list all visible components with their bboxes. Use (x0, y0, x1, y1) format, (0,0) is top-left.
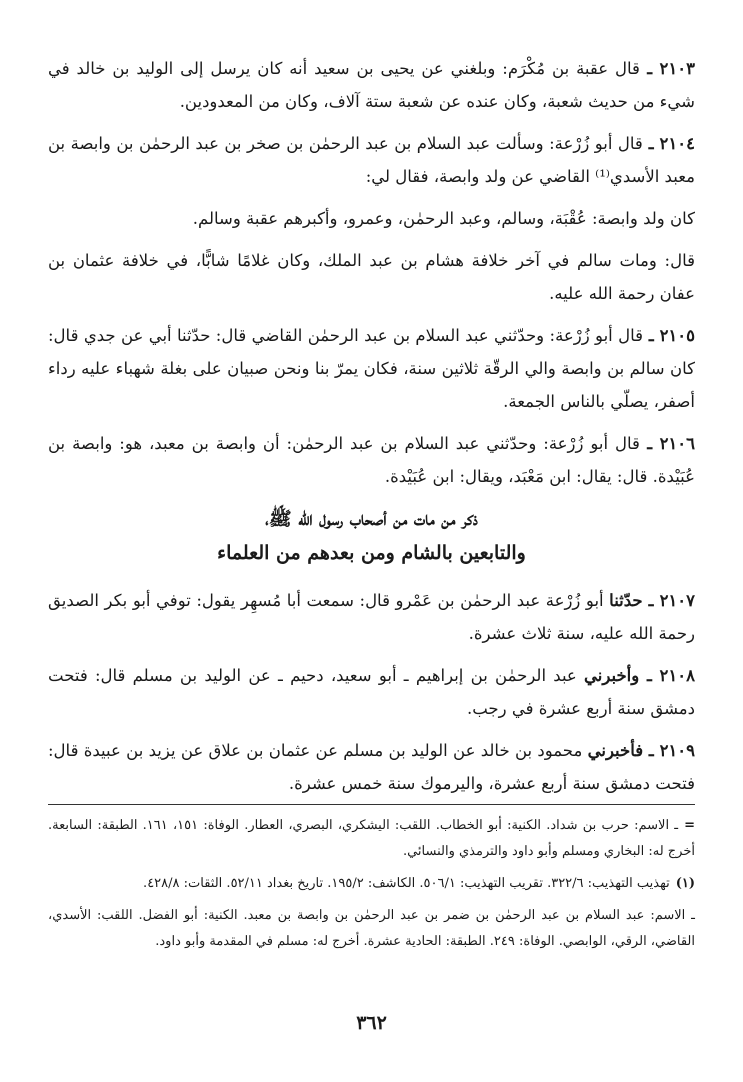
paragraph-dash: ـ (643, 326, 660, 345)
paragraph-p2103 (48, 52, 695, 118)
paragraph-p2104 (48, 127, 695, 193)
paragraph-text: قال عقبة بن مُكْرَم: وبلغني عن يحيى بن سعيد أنه كان يرسل إلى الوليد بن خالد في شيء من حديث شعبة، وكان عنده عن شعبة ستة آلاف، وكان من المعدودين. (48, 59, 695, 111)
paragraph-p2106 (48, 427, 695, 493)
transmission-keyword: فأخبرني (587, 741, 644, 760)
paragraph-number: ٢١٠٤ (659, 134, 695, 153)
paragraph-number: ٢١٠٣ (659, 59, 695, 78)
footnote-mark: = (684, 818, 696, 833)
paragraph-number: ٢١٠٨ (659, 666, 695, 685)
paragraph-dash: ـ (642, 591, 660, 610)
footnote-mark: (١) (675, 876, 695, 891)
main-text (48, 52, 695, 809)
footnote-list (48, 813, 695, 955)
heading-line-1: ذكر من مات من أصحاب رسول الله ﷺ، (265, 508, 478, 530)
transmission-keyword: وأخبرني (584, 666, 640, 685)
paragraph-p2108 (48, 659, 695, 725)
footnote-fn-cont (48, 813, 695, 865)
footnote-text: ـ الاسم: حرب بن شداد. الكنية: أبو الخطاب. اللقب: اليشكري، البصري، العطار. الوفاة: ١٥١، ١٦١. الطبقة: السابعة. أخرج له: البخاري ومسلم وأبو داود والترمذي والنسائي. (48, 818, 695, 859)
footnote-text: تهذيب التهذيب: ٣٢٢/٦. تقريب التهذيب: ٥٠٦/١. الكاشف: ١٩٥/٢. تاريخ بغداد ٥٢/١١. الثقات: ٤٢٨/٨. (143, 876, 670, 891)
footnote-fn1 (48, 871, 695, 897)
paragraph-dash: ـ (643, 741, 660, 760)
footnote-text: ـ الاسم: عبد السلام بن عبد الرحمٰن بن ضمر بن عبد الرحمٰن بن وابصة بن معبد. الكنية: أبو الفضل. اللقب: الأسدي، القاضي، الرقي، الوابصي. الوفاة: ٢٤٩. الطبقة: الحادية عشرة. أخرج له: مسلم في المقدمة وأبو داود. (48, 908, 695, 949)
paragraph-p2104b (48, 202, 695, 235)
paragraph-p2109 (48, 734, 695, 800)
paragraph-text: قال: ومات سالم في آخر خلافة هشام بن عبد الملك، وكان غلامًا شابًّا، في خلافة عثمان بن عفان رحمة الله عليه. (48, 251, 695, 303)
paragraph-dash: ـ (639, 666, 660, 685)
footnotes (48, 804, 695, 961)
paragraph-number: ٢١٠٦ (659, 434, 696, 453)
footnote-rule (48, 804, 695, 805)
paragraph-text: عبد الرحمٰن بن إبراهيم ـ أبو سعيد، دحيم ـ عن الوليد بن مسلم قال: فتحت دمشق سنة أربع عشرة في رجب. (48, 666, 695, 718)
paragraph-dash: ـ (642, 134, 660, 153)
paragraph-text: محمود بن خالد عن الوليد بن مسلم عن عثمان بن علاق عن يزيد بن عبيدة قال: فتحت دمشق سنة أربع عشرة، واليرموك سنة خمس عشرة. (48, 741, 695, 793)
transmission-keyword: حدّثنا (609, 591, 643, 610)
paragraph-group-1 (48, 52, 695, 493)
paragraph-number: ٢١٠٩ (659, 741, 696, 760)
paragraph-text: قال أبو زُرْعة: وحدّثني عبد السلام بن عبد الرحمٰن القاضي قال: حدّثنا أبي عن جدي قال: كان سالم بن وابصة والي الرقّة ثلاثين سنة، فكان يمرّ بنا ونحن صبيان على بغلة شهباء عليه رداء أصفر، يصلّي بالناس الجمعة. (48, 326, 695, 411)
heading-line-2: والتابعين بالشام ومن بعدهم من العلماء (217, 542, 526, 564)
paragraph-dash: ـ (639, 434, 660, 453)
section-heading (48, 502, 695, 570)
paragraph-p2107 (48, 584, 695, 650)
paragraph-group-2 (48, 584, 695, 800)
paragraph-text: أبو زُرْعة عبد الرحمٰن بن عَمْرو قال: سمعت أبا مُسهِر يقول: توفي أبو بكر الصديق رحمة الله عليه، سنة ثلاث عشرة. (48, 591, 695, 643)
paragraph-p2104c (48, 244, 695, 310)
paragraph-p2105 (48, 319, 695, 418)
paragraph-text: قال أبو زُرْعة: وسألت عبد السلام بن عبد الرحمٰن بن صخر بن عبد الرحمٰن بن وابصة بن معبد الأسدي⁽¹⁾ القاضي عن ولد وابصة، فقال لي: (48, 134, 695, 186)
paragraph-dash: ـ (639, 59, 660, 78)
paragraph-text: قال أبو زُرْعة: وحدّثني عبد السلام بن عبد الرحمٰن: أن وابصة بن معبد، هو: وابصة بن عُبَيْدة. قال: يقال: ابن مَعْبَد، ويقال: ابن عُبَيْدة. (48, 434, 695, 486)
paragraph-text: كان ولد وابصة: عُقْبَة، وسالم، وعبد الرحمٰن، وعمرو، وأكبرهم عقبة وسالم. (192, 209, 695, 228)
paragraph-number: ٢١٠٧ (659, 591, 696, 610)
footnote-fn1b (48, 903, 695, 955)
page-number: ٣٦٢ (356, 1012, 387, 1034)
paragraph-number: ٢١٠٥ (659, 326, 696, 345)
